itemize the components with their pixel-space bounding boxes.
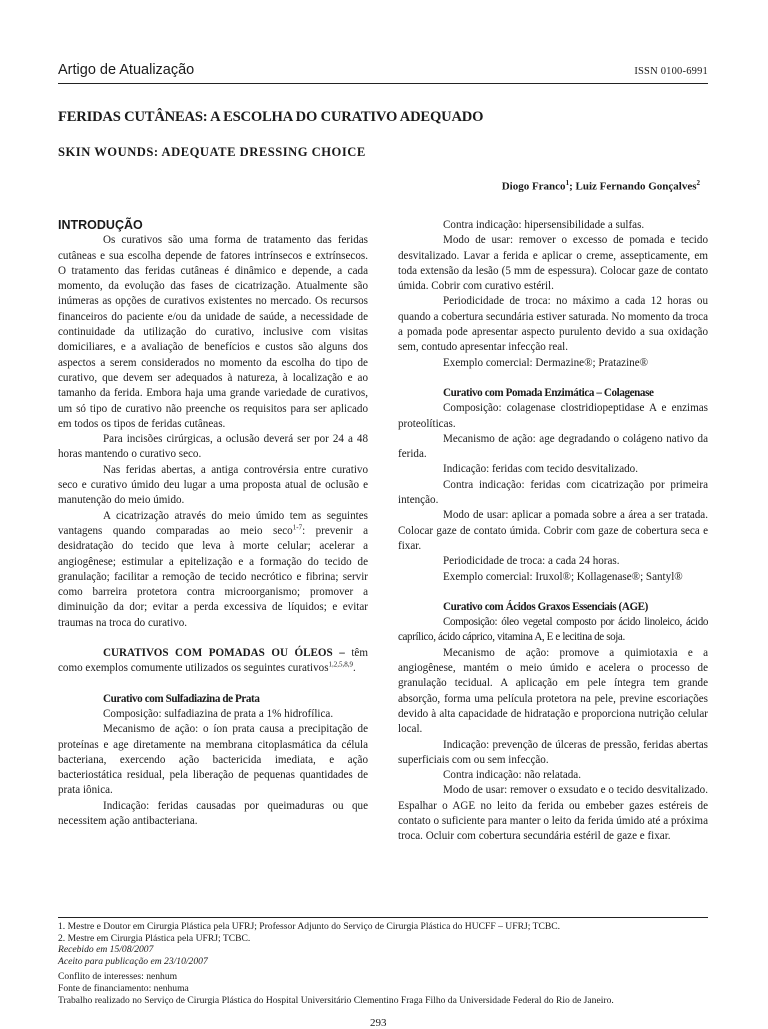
silver-commercial-example: Exemplo comercial: Dermazine®; Pratazine® bbox=[443, 356, 649, 369]
funding-source: Fonte de financiamento: nenhuma bbox=[58, 982, 189, 994]
moist-healing-text: A cicatrização através do meio úmido tem as seguintes vantagens quando comparadas ao meio seco bbox=[58, 509, 368, 537]
silver-indication: Indicação: feridas causadas por queimaduras ou que necessitem ação antibacteriana. bbox=[58, 799, 368, 827]
paragraph-open-wounds: Nas feridas abertas, a antiga controvérsia entre curativo seco e curativo úmido deu lugar a uma proposta atual de oclusão e manutenção do meio úmido. bbox=[58, 463, 368, 507]
efa-mechanism: Mecanismo de ação: promove a quimiotaxia e a angiogênese, mantém o meio úmido e acelera o processo de granulação tecidual. A aplicação em pele íntegra tem grande absorção, forma uma película protetora na pele, previne escoriações devido à alta capacidade de hidratação e proporciona nutrição celular local. bbox=[398, 646, 708, 736]
article-subtitle: SKIN WOUNDS: ADEQUATE DRESSING CHOICE bbox=[58, 145, 366, 159]
journal-header bbox=[58, 62, 708, 82]
introduction-heading: INTRODUÇÃO bbox=[58, 218, 143, 232]
collagenase-change-period: Periodicidade de troca: a cada 24 horas. bbox=[443, 555, 620, 568]
citation-marker: 1,2,5,8,9 bbox=[328, 660, 354, 669]
efa-indication: Indicação: prevenção de úlceras de pressão, feridas abertas superficiais com ou sem infecção. bbox=[398, 738, 708, 766]
conflict-of-interest: Conflito de interesses: nenhum bbox=[58, 971, 178, 983]
spacer bbox=[398, 585, 708, 600]
collagenase-composition: Composição: colagenase clostridiopeptidase A e enzimas proteolíticas. bbox=[398, 402, 708, 430]
paragraph-ointments bbox=[58, 646, 368, 677]
article-title: FERIDAS CUTÂNEAS: A ESCOLHA DO CURATIVO ADEQUADO bbox=[58, 109, 484, 125]
spacer bbox=[398, 371, 708, 386]
footnotes bbox=[58, 921, 708, 1006]
collagenase-usage: Modo de usar: aplicar a pomada sobre a área a ser tratada. Colocar gaze de contato úmida. Cobrir com gaze de cobertura seca e fixar. bbox=[398, 509, 708, 552]
subheading-collagenase: Curativo com Pomada Enzimática – Colagenase bbox=[443, 386, 654, 399]
collagenase-contraindication: Contra indicação: feridas com cicatrização por primeira intenção. bbox=[398, 478, 708, 507]
efa-contraindication: Contra indicação: não relatada. bbox=[443, 769, 581, 782]
authors bbox=[502, 179, 700, 193]
efa-composition: Composição: óleo vegetal composto por ácido linoleico, ácido caprílico, ácido cáprico, vitamina A, E e lecitina de soja. bbox=[398, 616, 708, 644]
spacer bbox=[58, 631, 368, 646]
efa-usage: Modo de usar: remover o exsudato e o tecido desvitalizado. Espalhar o AGE no leito da ferida ou embeber gazes estéreis de contato o suficiente para manter o leito da ferida úmido até a próxima troca. Ocluir com cobertura secundária estéril de gaze e fixar. bbox=[398, 784, 708, 843]
silver-composition: Composição: sulfadiazina de prata a 1% hidrofílica. bbox=[103, 707, 334, 720]
author-1-affiliation-mark: 1 bbox=[565, 179, 570, 187]
citation-marker: 1-7 bbox=[292, 523, 303, 532]
footnote-1: 1. Mestre e Doutor em Cirurgia Plástica pela UFRJ; Professor Adjunto do Serviço de Cirurgia Plástica do HUCFF – UFRJ; TCBC. bbox=[58, 921, 561, 932]
issn: ISSN 0100-6991 bbox=[634, 66, 708, 77]
subheading-essential-fatty-acids: Curativo com Ácidos Graxos Essenciais (AGE) bbox=[443, 600, 648, 613]
collagenase-indication: Indicação: feridas com tecido desvitalizado. bbox=[443, 463, 638, 476]
footnote-rule bbox=[58, 917, 708, 918]
moist-healing-advantages: : prevenir a desidratação do tecido que leva à morte celular; acelerar a angiogênese; estimular a epitelização e a formação do tecido de granulação; facilitar a remoção de tecido necrótico e fibrina; servir como barreira protetora contra microorganismo; promover a diminuição da dor; evitar a perda excessiva de líquidos; e evitar traumas na troca do curativo. bbox=[58, 524, 368, 629]
silver-mechanism: Mecanismo de ação: o íon prata causa a precipitação de proteínas e age diretamente na membrana citoplasmática da célula bacteriana, exercendo ação bactericida imediata, e ação bacteriostática residual, pela liberação de pequenas quantidades de prata iônica. bbox=[58, 723, 368, 797]
author-2: Luiz Fernando Gonçalves bbox=[575, 180, 697, 193]
ointments-heading: CURATIVOS COM POMADAS OU ÓLEOS – bbox=[103, 647, 345, 660]
article-page bbox=[58, 0, 708, 1029]
author-separator: ; bbox=[569, 180, 576, 193]
ointments-text: têm como exemplos comumente utilizados os seguintes curativos bbox=[58, 647, 368, 675]
received-date: Recebido em 15/08/2007 bbox=[58, 944, 154, 956]
author-2-affiliation-mark: 2 bbox=[696, 179, 700, 187]
footnote-2: 2. Mestre em Cirurgia Plástica pela UFRJ; TCBC. bbox=[58, 932, 251, 944]
section-label: Artigo de Atualização bbox=[58, 62, 195, 78]
spacer bbox=[58, 677, 368, 692]
paragraph-moist-healing bbox=[58, 509, 368, 631]
silver-usage: Modo de usar: remover o excesso de pomada e tecido desvitalizado. Lavar a ferida e aplicar o creme, assepticamente, em toda extensão da lesão (5 mm de espessura). Colocar gaze de contato úmida. Cobrir com curativo estéril. bbox=[398, 234, 708, 293]
ointments-end: . bbox=[353, 662, 356, 675]
collagenase-mechanism: Mecanismo de ação: age degradando o colágeno nativo da ferida. bbox=[398, 432, 708, 461]
paragraph-incisions: Para incisões cirúrgicas, a oclusão deverá ser por 24 a 48 horas mantendo o curativo seco. bbox=[58, 433, 368, 461]
silver-contraindication: Contra indicação: hipersensibilidade a sulfas. bbox=[443, 219, 645, 231]
header-rule bbox=[58, 83, 708, 84]
silver-change-period: Periodicidade de troca: no máximo a cada 12 horas ou quando a cobertura secundária estiver saturada. No momento da troca a pomada pode apresentar aspecto purulento devido a sua oxidação sem, contudo apresentar infecção real. bbox=[398, 295, 708, 354]
author-1: Diogo Franco bbox=[501, 180, 566, 193]
collagenase-commercial-example: Exemplo comercial: Iruxol®; Kollagenase®; Santyl® bbox=[443, 570, 683, 583]
right-column bbox=[398, 218, 708, 845]
institution-note: Trabalho realizado no Serviço de Cirurgia Plástica do Hospital Universitário Clementino Fraga Filho da Universidade Federal do Rio de Janeiro. bbox=[58, 994, 614, 1006]
left-column bbox=[58, 218, 368, 829]
paragraph-intro: Os curativos são uma forma de tratamento das feridas cutâneas e sua escolha depende de fatores intrínsecos e extrínsecos. O tratamento das feridas cutâneas é dinâmico e depende, a cada momento, da evolução das fases de cicatrização. Atualmente são inúmeras as opções de curativos existentes no mercado. Os recursos financeiros do paciente e/ou da unidade de saúde, a necessidade de continuidade da utilização do curativo, inclusive com visitas domiciliares, e a avaliação de benefícios e custos são alguns dos aspectos a serem considerados no momento da escolha do tipo de curativo, que devem ser adequados à natureza, à localização e ao tamanho da ferida. Embora haja uma grande variedade de curativos, um só tipo de curativo não preenche os requisitos para ser aplicado em todos os tipos de feridas cutâneas. bbox=[58, 234, 368, 430]
page-number: 293 bbox=[370, 1017, 387, 1029]
accepted-date: Aceito para publicação em 23/10/2007 bbox=[58, 955, 208, 967]
subheading-silver-sulfadiazine: Curativo com Sulfadiazina de Prata bbox=[103, 692, 260, 705]
